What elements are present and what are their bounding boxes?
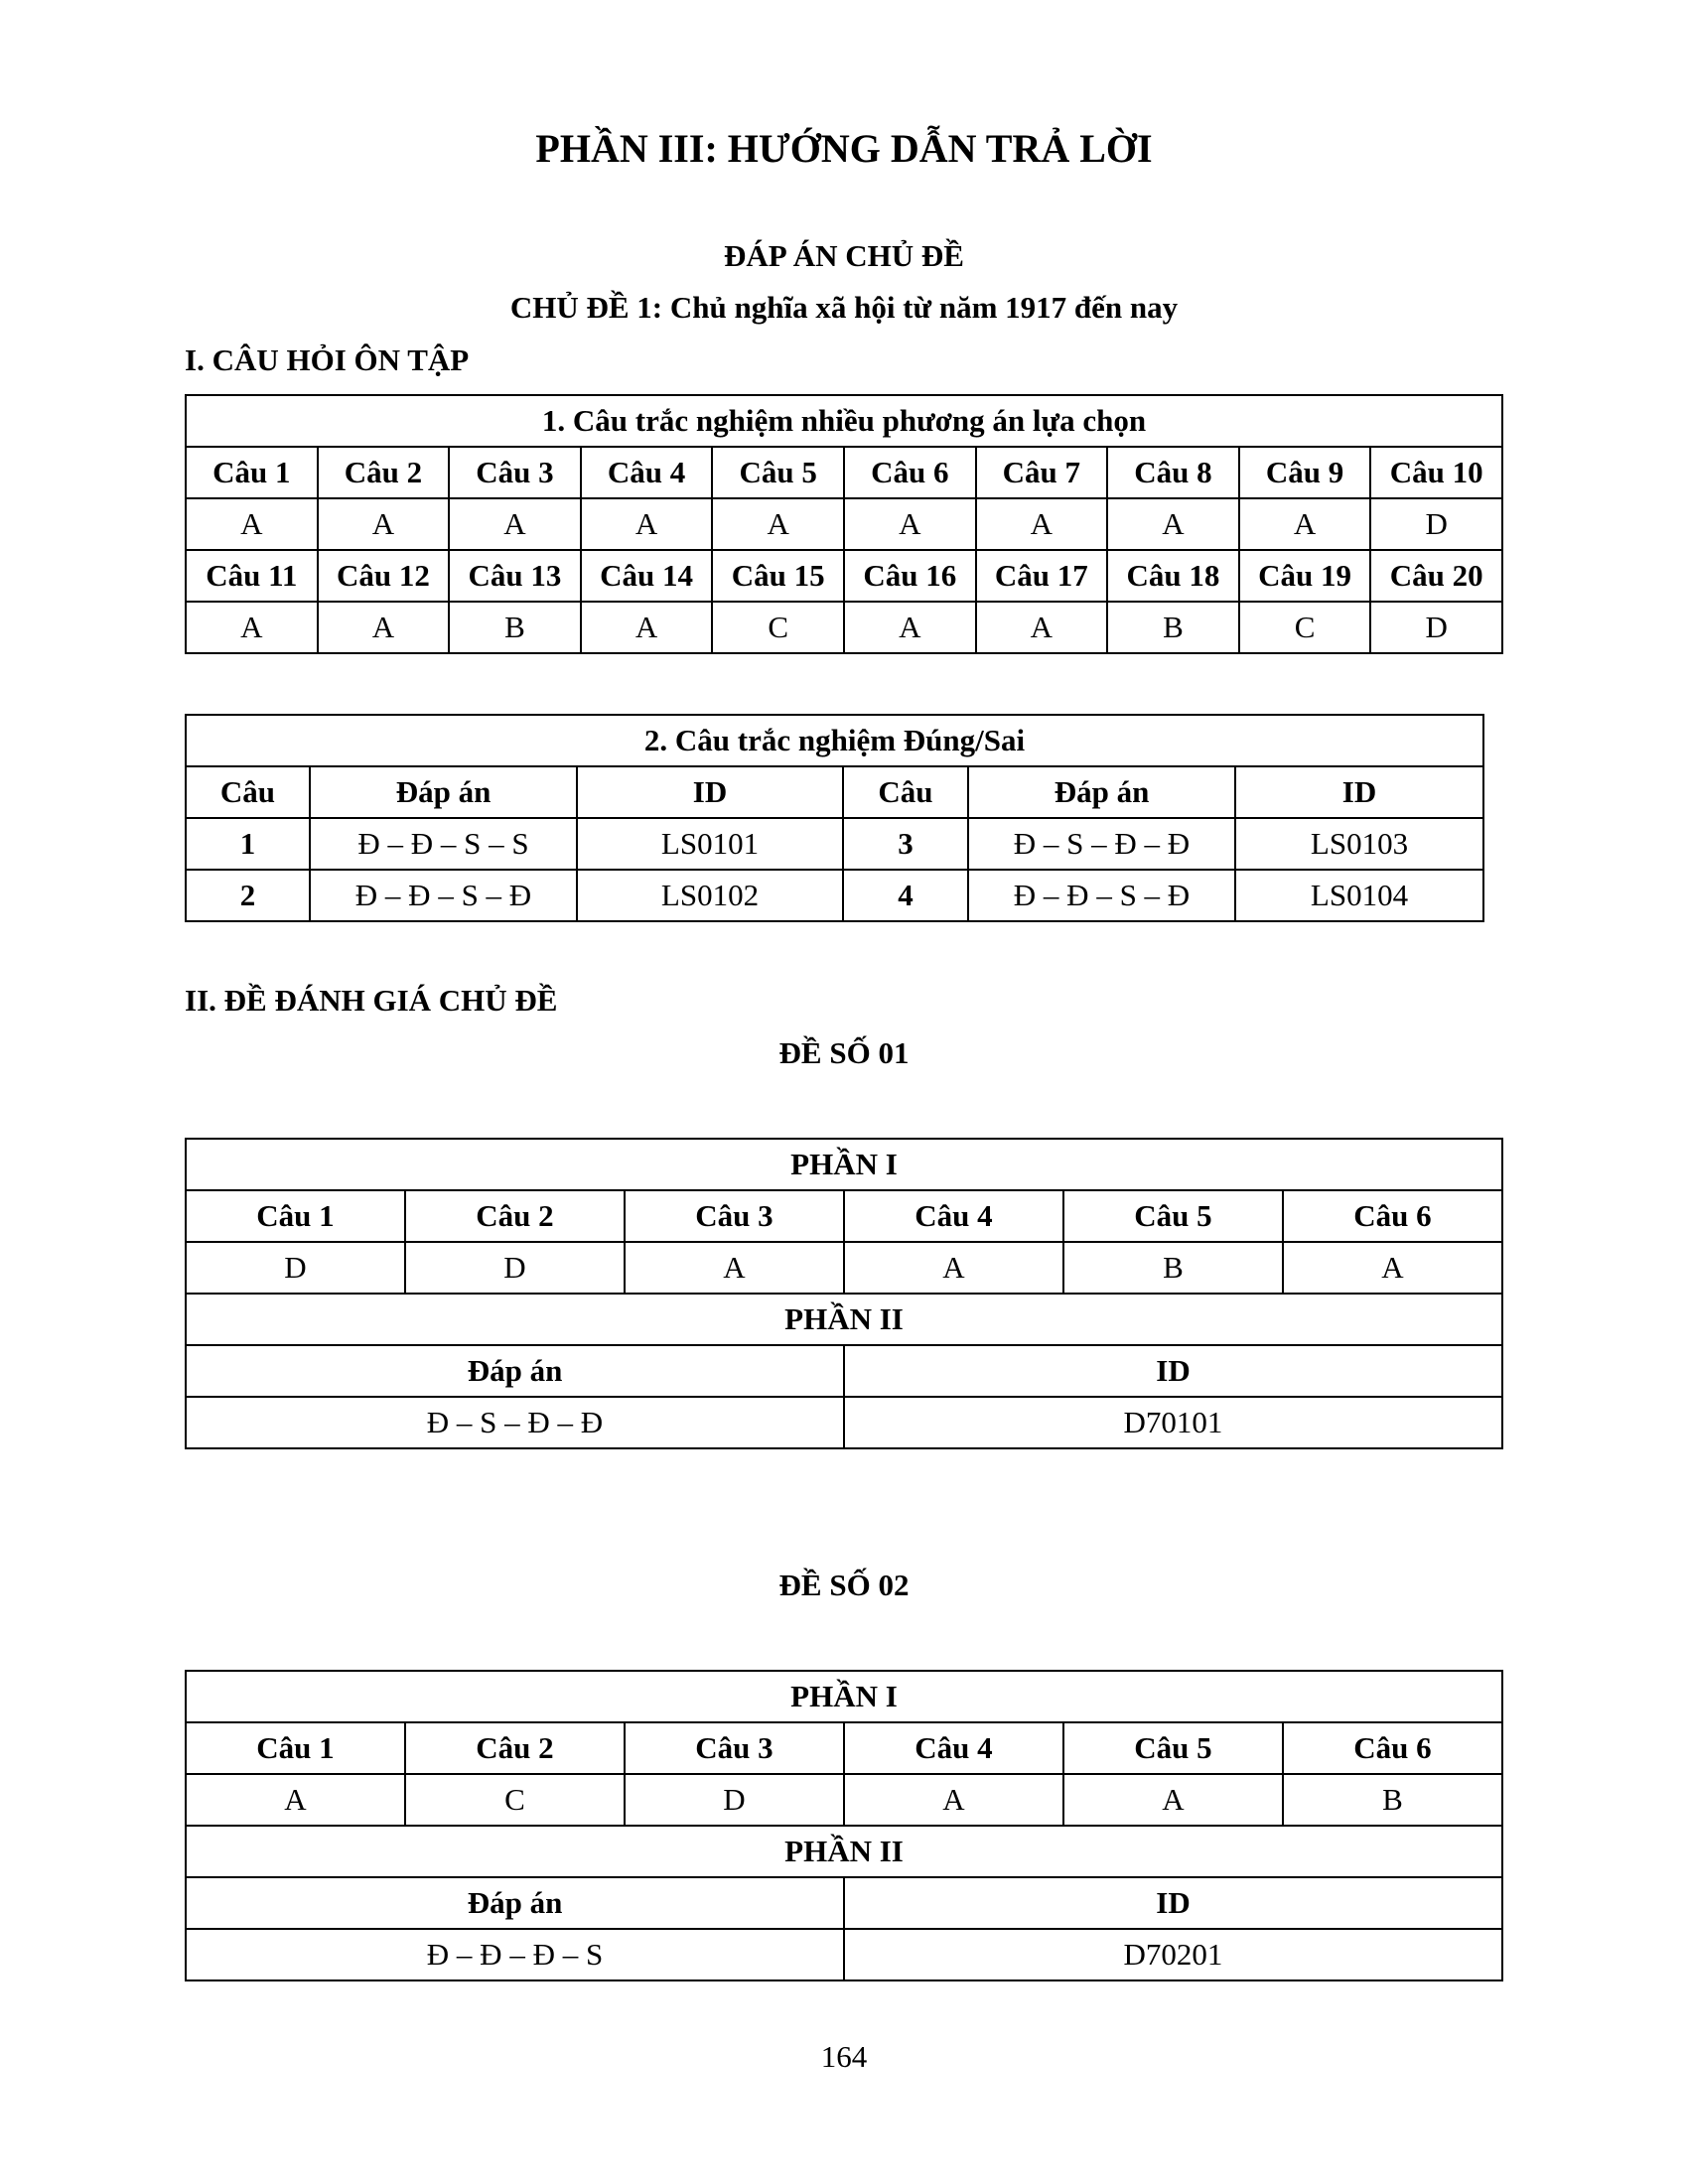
table-header-row bbox=[186, 766, 1483, 818]
question-header: Câu 4 bbox=[844, 1722, 1063, 1774]
column-header: ID bbox=[844, 1877, 1502, 1929]
answer-cell: Đ – S – Đ – Đ bbox=[186, 1397, 844, 1448]
answer-cell: A bbox=[318, 602, 450, 653]
true-false-table bbox=[185, 714, 1484, 922]
question-number: 1 bbox=[186, 818, 310, 870]
question-header: Câu 11 bbox=[186, 550, 318, 602]
question-header: Câu 17 bbox=[976, 550, 1108, 602]
id-cell: LS0104 bbox=[1235, 870, 1483, 921]
column-header: Đáp án bbox=[186, 1345, 844, 1397]
answer-cell: A bbox=[844, 602, 976, 653]
question-header: Câu 1 bbox=[186, 1722, 405, 1774]
section-2-heading: II. ĐỀ ĐÁNH GIÁ CHỦ ĐỀ bbox=[185, 983, 558, 1018]
table-row bbox=[186, 870, 1483, 921]
part-2-heading: PHẦN II bbox=[186, 1826, 1502, 1877]
answer-cell: A bbox=[712, 498, 844, 550]
question-header: Câu 18 bbox=[1107, 550, 1239, 602]
answer-cell: A bbox=[581, 498, 713, 550]
question-header: Câu 3 bbox=[625, 1722, 844, 1774]
question-header: Câu 8 bbox=[1107, 447, 1239, 498]
question-header: Câu 2 bbox=[405, 1722, 625, 1774]
question-number: 2 bbox=[186, 870, 310, 921]
table-caption: 2. Câu trắc nghiệm Đúng/Sai bbox=[186, 715, 1483, 766]
answer-cell: Đ – Đ – S – Đ bbox=[968, 870, 1235, 921]
question-header: Câu 6 bbox=[844, 447, 976, 498]
answer-cell: C bbox=[405, 1774, 625, 1826]
exam-2-answer-table bbox=[185, 1670, 1503, 1981]
answer-cell: A bbox=[844, 498, 976, 550]
table-row bbox=[186, 550, 1502, 602]
answer-cell: D bbox=[186, 1242, 405, 1294]
table-row bbox=[186, 1242, 1502, 1294]
answer-cell: B bbox=[1283, 1774, 1502, 1826]
part-1-heading: PHẦN I bbox=[186, 1671, 1502, 1722]
table-row bbox=[186, 1722, 1502, 1774]
question-header: Câu 4 bbox=[844, 1190, 1063, 1242]
question-header: Câu 5 bbox=[712, 447, 844, 498]
column-header: ID bbox=[577, 766, 843, 818]
question-header: Câu 7 bbox=[976, 447, 1108, 498]
subtitle: ĐÁP ÁN CHỦ ĐỀ bbox=[724, 238, 964, 273]
answer-cell: A bbox=[186, 602, 318, 653]
question-header: Câu 14 bbox=[581, 550, 713, 602]
question-header: Câu 19 bbox=[1239, 550, 1371, 602]
column-header: Đáp án bbox=[186, 1877, 844, 1929]
answer-cell: A bbox=[625, 1242, 844, 1294]
answer-cell: Đ – S – Đ – Đ bbox=[968, 818, 1235, 870]
question-header: Câu 3 bbox=[625, 1190, 844, 1242]
question-header: Câu 13 bbox=[449, 550, 581, 602]
id-cell: LS0103 bbox=[1235, 818, 1483, 870]
answer-cell: B bbox=[449, 602, 581, 653]
answer-cell: A bbox=[449, 498, 581, 550]
answer-cell: A bbox=[844, 1242, 1063, 1294]
column-header: ID bbox=[844, 1345, 1502, 1397]
question-header: Câu 16 bbox=[844, 550, 976, 602]
page-title: PHẦN III: HƯỚNG DẪN TRẢ LỜI bbox=[535, 126, 1153, 171]
answer-cell: B bbox=[1107, 602, 1239, 653]
answer-cell: D bbox=[1370, 498, 1502, 550]
answer-cell: A bbox=[581, 602, 713, 653]
question-header: Câu 1 bbox=[186, 447, 318, 498]
column-header: Câu bbox=[843, 766, 968, 818]
table-row bbox=[186, 498, 1502, 550]
topic-title: CHỦ ĐỀ 1: Chủ nghĩa xã hội từ năm 1917 đến nay bbox=[509, 290, 1179, 325]
question-number: 3 bbox=[843, 818, 968, 870]
answer-cell: Đ – Đ – S – S bbox=[310, 818, 577, 870]
column-header: Đáp án bbox=[310, 766, 577, 818]
table-row bbox=[186, 447, 1502, 498]
answer-cell: A bbox=[1063, 1774, 1283, 1826]
exam-1-answer-table bbox=[185, 1138, 1503, 1449]
answer-cell: A bbox=[976, 498, 1108, 550]
question-header: Câu 2 bbox=[405, 1190, 625, 1242]
answer-cell: A bbox=[1107, 498, 1239, 550]
table-row bbox=[186, 818, 1483, 870]
question-header: Câu 2 bbox=[318, 447, 450, 498]
multiple-choice-table bbox=[185, 394, 1503, 654]
question-header: Câu 1 bbox=[186, 1190, 405, 1242]
answer-cell: Đ – Đ – S – Đ bbox=[310, 870, 577, 921]
question-number: 4 bbox=[843, 870, 968, 921]
question-header: Câu 10 bbox=[1370, 447, 1502, 498]
section-1-heading: I. CÂU HỎI ÔN TẬP bbox=[185, 342, 470, 377]
id-cell: LS0101 bbox=[577, 818, 843, 870]
answer-cell: C bbox=[1239, 602, 1371, 653]
answer-cell: D bbox=[405, 1242, 625, 1294]
id-cell: D70201 bbox=[844, 1929, 1502, 1980]
question-header: Câu 12 bbox=[318, 550, 450, 602]
table-caption: 1. Câu trắc nghiệm nhiều phương án lựa chọn bbox=[186, 395, 1502, 447]
question-header: Câu 6 bbox=[1283, 1190, 1502, 1242]
answer-cell: A bbox=[186, 498, 318, 550]
exam-2-title: ĐỀ SỐ 02 bbox=[778, 1568, 910, 1602]
id-cell: D70101 bbox=[844, 1397, 1502, 1448]
column-header: Đáp án bbox=[968, 766, 1235, 818]
answer-cell: D bbox=[625, 1774, 844, 1826]
id-cell: LS0102 bbox=[577, 870, 843, 921]
answer-cell: A bbox=[1239, 498, 1371, 550]
question-header: Câu 3 bbox=[449, 447, 581, 498]
exam-1-title: ĐỀ SỐ 01 bbox=[778, 1035, 910, 1070]
answer-cell: Đ – Đ – Đ – S bbox=[186, 1929, 844, 1980]
column-header: Câu bbox=[186, 766, 310, 818]
answer-cell: D bbox=[1370, 602, 1502, 653]
answer-cell: A bbox=[186, 1774, 405, 1826]
question-header: Câu 5 bbox=[1063, 1722, 1283, 1774]
column-header: ID bbox=[1235, 766, 1483, 818]
table-row bbox=[186, 1190, 1502, 1242]
page-number: 164 bbox=[820, 2039, 868, 2074]
answer-cell: B bbox=[1063, 1242, 1283, 1294]
question-header: Câu 6 bbox=[1283, 1722, 1502, 1774]
part-2-heading: PHẦN II bbox=[186, 1294, 1502, 1345]
question-header: Câu 4 bbox=[581, 447, 713, 498]
answer-cell: A bbox=[844, 1774, 1063, 1826]
question-header: Câu 20 bbox=[1370, 550, 1502, 602]
answer-cell: C bbox=[712, 602, 844, 653]
question-header: Câu 9 bbox=[1239, 447, 1371, 498]
part-1-heading: PHẦN I bbox=[186, 1139, 1502, 1190]
table-row bbox=[186, 602, 1502, 653]
question-header: Câu 5 bbox=[1063, 1190, 1283, 1242]
answer-cell: A bbox=[318, 498, 450, 550]
table-row bbox=[186, 1774, 1502, 1826]
question-header: Câu 15 bbox=[712, 550, 844, 602]
answer-cell: A bbox=[1283, 1242, 1502, 1294]
answer-cell: A bbox=[976, 602, 1108, 653]
